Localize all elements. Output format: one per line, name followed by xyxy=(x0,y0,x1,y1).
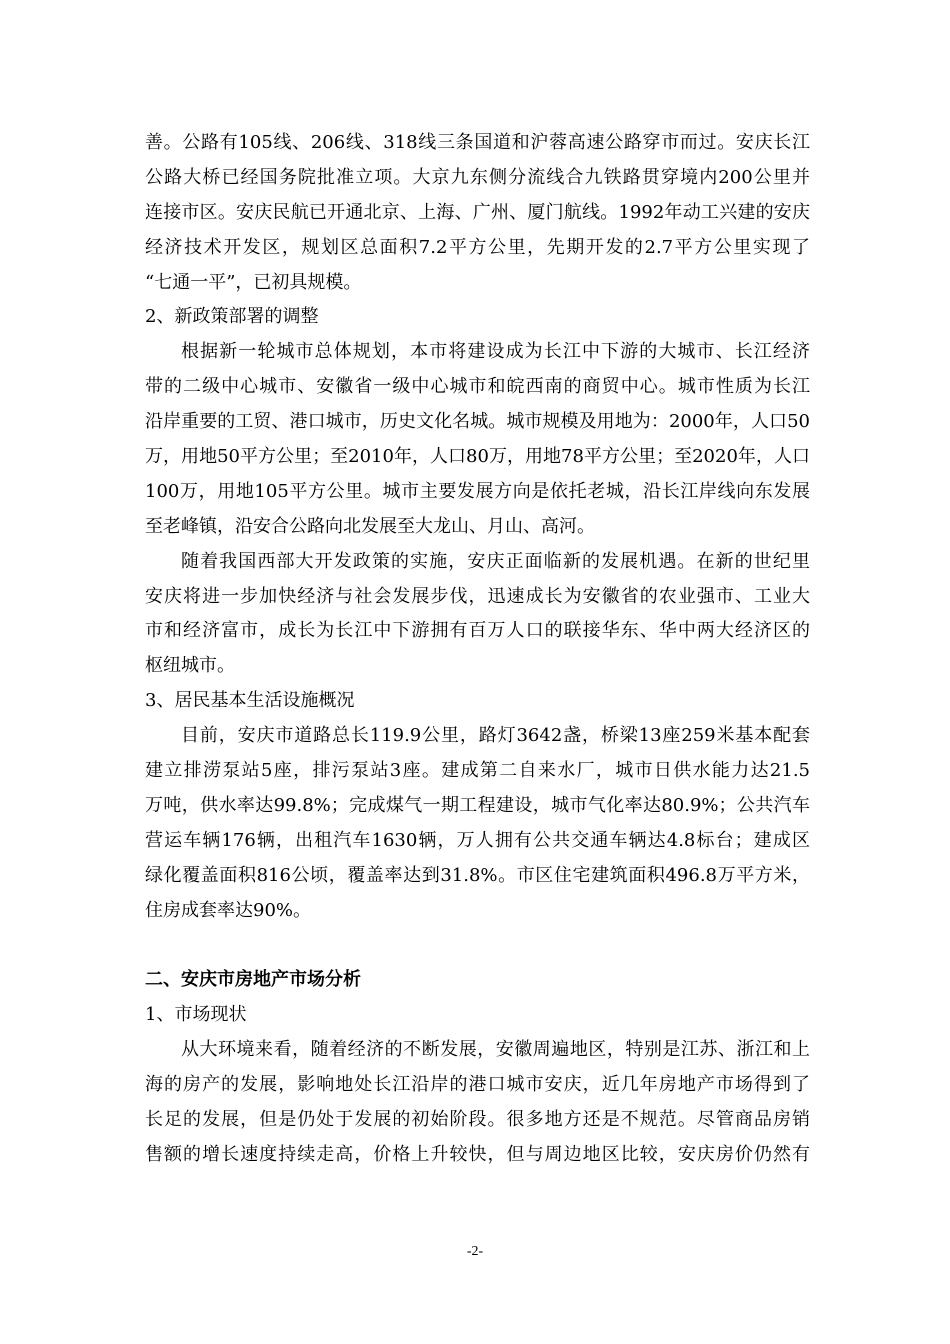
text-line: 经济技术开发区，规划区总面积7.2平方公里，先期开发的2.7平方公里实现了 xyxy=(145,236,810,258)
paragraph-market xyxy=(145,1033,810,1173)
text-line: 万，用地50平方公里；至2010年，人口80万，用地78平方公里；至2020年，人口 xyxy=(145,446,810,468)
text-line: 沿岸重要的工贸、港口城市，历史文化名城。城市规模及用地为：2000年，人口50 xyxy=(145,411,810,433)
text-line: 100万，用地105平方公里。城市主要发展方向是依托老城，沿长江岸线向东发展 xyxy=(145,480,810,502)
text-line: 从大环境来看，随着经济的不断发展，安徽周遍地区，特别是江苏、浙江和上 xyxy=(181,1039,810,1061)
text-line: 带的二级中心城市、安徽省一级中心城市和皖西南的商贸中心。城市性质为长江 xyxy=(145,376,810,398)
paragraph-facilities xyxy=(145,719,810,928)
text-line: 枢纽城市。 xyxy=(145,655,235,677)
section-title: 二、安庆市房地产市场分析 xyxy=(145,969,361,991)
subheading-policy: 2、新政策部署的调整 xyxy=(145,306,319,328)
text-line: 善。公路有105线、206线、318线三条国道和沪蓉高速公路穿市而过。安庆长江 xyxy=(145,132,810,153)
paragraph-planning xyxy=(145,335,810,544)
subheading-facilities: 3、居民基本生活设施概况 xyxy=(145,690,355,712)
text-line: 绿化覆盖面积816公顷，覆盖率达到31.8%。市区住宅建筑面积496.8万平方米， xyxy=(145,864,810,886)
text-line: 市和经济富市，成长为长江中下游拥有百万人口的联接华东、华中两大经济区的 xyxy=(145,620,810,642)
text-line: 目前，安庆市道路总长119.9公里，路灯3642盏，桥梁13座259米基本配套 xyxy=(181,725,810,747)
text-line: 安庆将进一步加快经济与社会发展步伐，迅速成长为安徽省的农业强市、工业大 xyxy=(145,585,810,607)
text-line: 海的房产的发展，影响地处长江沿岸的港口城市安庆，近几年房地产市场得到了 xyxy=(145,1074,810,1096)
section-spacer xyxy=(145,928,810,963)
text-line: 售额的增长速度持续走高，价格上升较快，但与周边地区比较，安庆房价仍然有 xyxy=(145,1143,810,1165)
document-body xyxy=(145,126,810,1173)
text-line: 长足的发展，但是仍处于发展的初始阶段。很多地方还是不规范。尽管商品房销 xyxy=(145,1108,810,1130)
paragraph-west-development xyxy=(145,545,810,685)
text-line: 随着我国西部大开发政策的实施，安庆正面临新的发展机遇。在新的世纪里 xyxy=(181,550,810,572)
text-line: 建立排涝泵站5座，排污泵站3座。建成第二自来水厂，城市日供水能力达21.5 xyxy=(145,760,810,782)
page-number: -2- xyxy=(466,1244,484,1259)
text-line: 公路大桥已经国务院批准立项。大京九东侧分流线合九铁路贯穿境内200公里并 xyxy=(145,166,810,188)
text-line: 住房成套率达90%。 xyxy=(145,899,312,921)
text-line: 根据新一轮城市总体规划，本市将建设成为长江中下游的大城市、长江经济 xyxy=(181,341,810,363)
text-line: 万吨，供水率达99.8%；完成煤气一期工程建设，城市气化率达80.9%；公共汽车 xyxy=(145,794,810,816)
subheading-market: 1、市场现状 xyxy=(145,1004,247,1026)
text-line: “七通一平”，已初具规模。 xyxy=(145,271,362,293)
text-line: 营运车辆176辆，出租汽车1630辆，万人拥有公共交通车辆达4.8标台；建成区 xyxy=(145,829,810,851)
text-line: 连接市区。安庆民航已开通北京、上海、广州、厦门航线。1992年动工兴建的安庆 xyxy=(145,201,810,223)
paragraph-transport xyxy=(145,126,810,300)
text-line: 至老峰镇，沿安合公路向北发展至大龙山、月山、高河。 xyxy=(145,515,595,537)
